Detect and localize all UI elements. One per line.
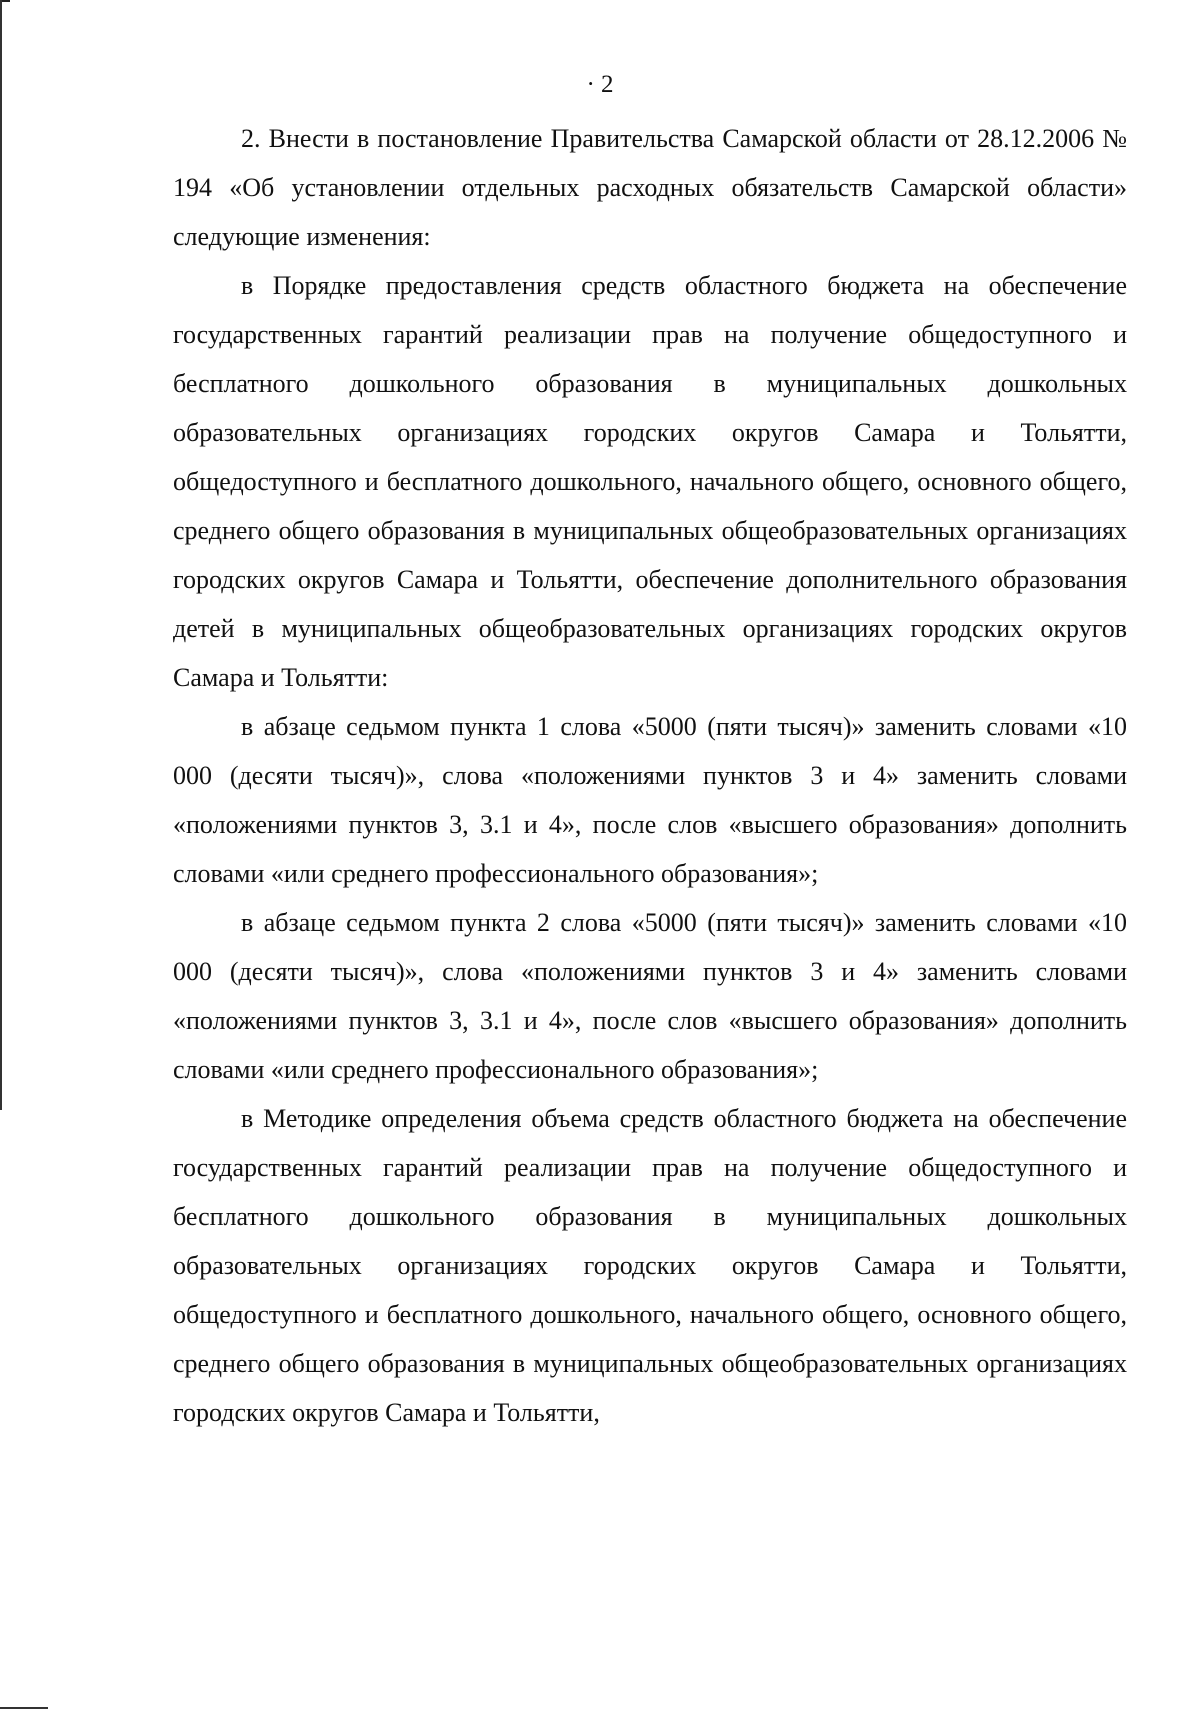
paragraph-procedure: в Порядке предоставления средств областного бюджета на обеспечение государственных гарантий реализации прав на получение общедоступного и бесплатного дошкольного образования в муниципальных дошкольных образовательных организациях городских округов Самара и Тольятти, общедоступного и бесплатного дошкольного, начального общего, основного общего, среднего общего образования в муниципальных общеобразовательных организациях городских округов Самара и Тольятти, обеспечение дополнительного образования детей в муниципальных общеобразовательных организациях городских округов Самара и Тольятти: <box>173 271 1127 692</box>
scan-edge-bottom <box>0 1707 48 1709</box>
paragraph-item-1-change: в абзаце седьмом пункта 1 слова «5000 (пяти тысяч)» заменить словами «10 000 (десяти тысяч)», слова «положениями пунктов 3 и 4» заменить словами «положениями пунктов 3, 3.1 и 4», после слов «высшего образования» дополнить словами «или среднего профессионального образования»; <box>173 712 1127 888</box>
paragraph-methodology: в Методике определения объема средств областного бюджета на обеспечение государственных гарантий реализации прав на получение общедоступного и бесплатного дошкольного образования в муниципальных дошкольных образовательных организациях городских округов Самара и Тольятти, общедоступного и бесплатного дошкольного, начального общего, основного общего, среднего общего образования в муниципальных общеобразовательных организациях городских округов Самара и Тольятти, <box>173 1104 1127 1427</box>
paragraph-item-2-change: в абзаце седьмом пункта 2 слова «5000 (пяти тысяч)» заменить словами «10 000 (десяти тысяч)», слова «положениями пунктов 3 и 4» заменить словами «положениями пунктов 3, 3.1 и 4», после слов «высшего образования» дополнить словами «или среднего профессионального образования»; <box>173 908 1127 1084</box>
document-body <box>173 114 1127 1437</box>
paragraph-amendment-intro: 2. Внести в постановление Правительства Самарской области от 28.12.2006 № 194 «Об установлении отдельных расходных обязательств Самарской области» следующие изменения: <box>173 124 1127 251</box>
scan-edge-left <box>0 0 2 1110</box>
page-number: · 2 <box>586 71 614 98</box>
